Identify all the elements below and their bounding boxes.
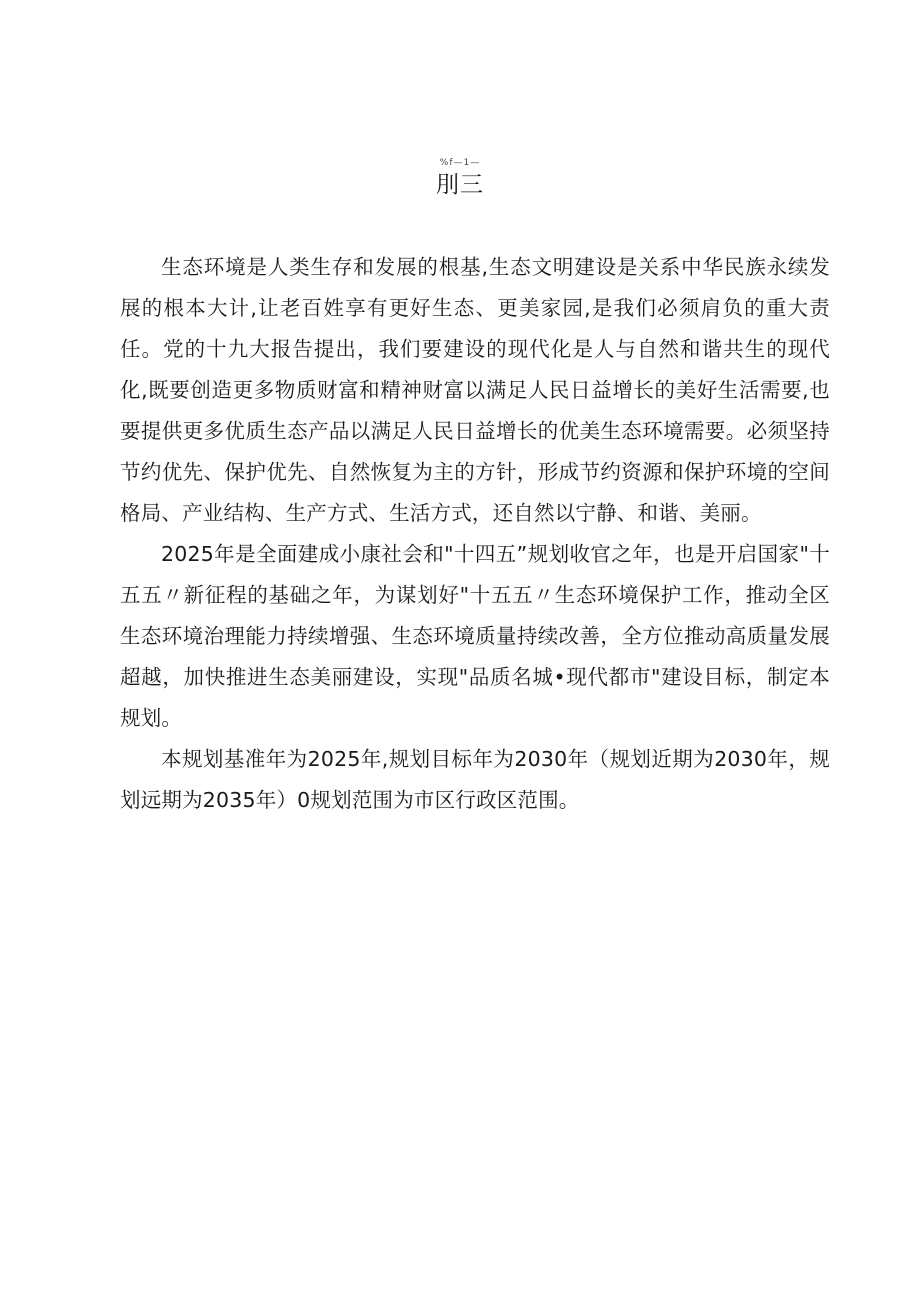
- paragraph-1: 生态环境是人类生存和发展的根基,生态文明建设是关系中华民族永续发展的根本大计,让老百姓享有更好生态、更美家园,是我们必须肩负的重大责任。党的十九大报告提出，我们要建设的现代化是人与自然和谐共生的现代化,既要创造更多物质财富和精神财富以满足人民日益增长的美好生活需要,也要提供更多优质生态产品以满足人民日益增长的优美生态环境需要。必须坚持节约优先、保护优先、自然恢复为主的方针，形成节约资源和保护环境的空间格局、产业结构、生产方式、生活方式，还自然以宁静、和谐、美丽。: [120, 255, 830, 525]
- paragraph-2: 2025年是全面建成小康社会和"十四五”规划收官之年，也是开启国家"十五五〃新征程的基础之年，为谋划好"十五五〃生态环境保护工作，推动全区生态环境治理能力持续增强、生态环境质量持续改善，全方位推动高质量发展超越，加快推进生态美丽建设，实现"品质名城•现代都市"建设目标，制定本规划。: [120, 542, 830, 730]
- page-title: 刖三: [436, 172, 484, 198]
- page-stamp: %f—1—: [439, 158, 481, 168]
- body-text: [120, 247, 830, 821]
- paragraph-3: 本规划基准年为2025年,规划目标年为2030年（规划近期为2030年，规划远期为2035年）0规划范围为市区行政区范围。: [120, 747, 830, 812]
